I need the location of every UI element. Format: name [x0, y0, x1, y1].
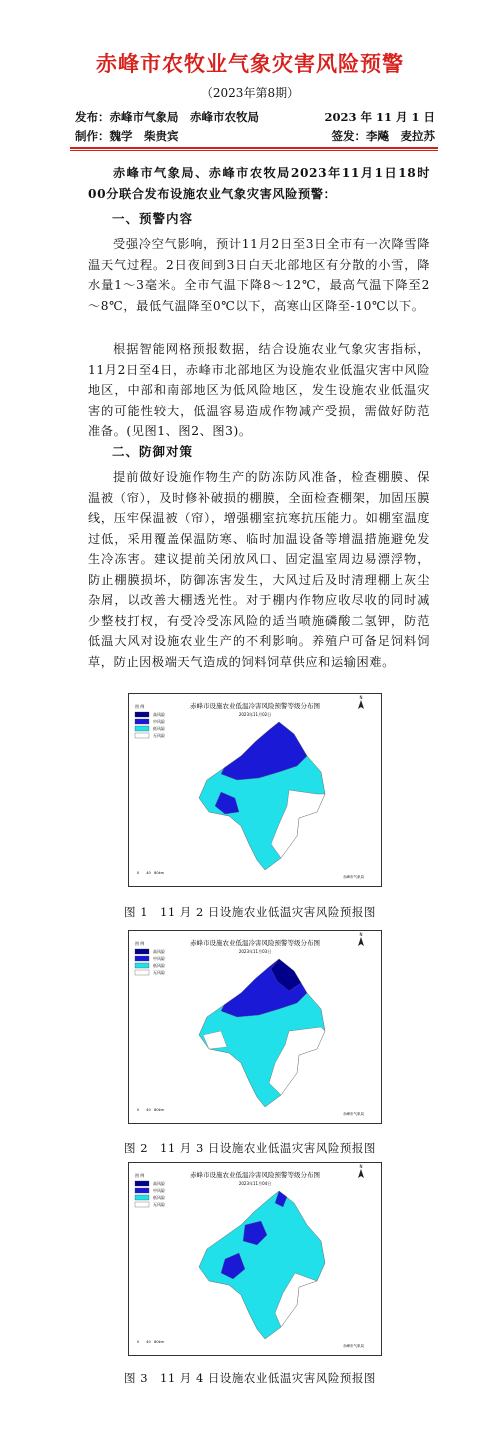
legend-swatch-high	[135, 949, 149, 954]
map-scale: 0 40 80km	[137, 1340, 165, 1344]
section-heading-1: 一、预警内容	[112, 211, 194, 226]
north-label: N	[359, 695, 363, 700]
legend-swatch-low	[135, 726, 149, 731]
paragraph-forecast: 受强冷空气影响，预计11月2日至3日全市有一次降雪降温天气过程。2日夜间到3日白天北部地区有分散的小雪，降水量1～3毫米。全市气温下降8～12℃，最高气温下降至2～8℃，最低气温降至0℃以下，高寒山区降至-10℃以下。	[88, 237, 430, 313]
header-rule	[70, 147, 438, 149]
map-title: 赤峰市设施农业低温冷害风险预警等级分布图	[190, 1171, 320, 1179]
north-arrow-icon	[358, 700, 364, 709]
region-map	[199, 722, 325, 870]
map-credit: 赤峰市气象局	[343, 875, 364, 879]
legend-label-low: 低风险	[153, 963, 165, 968]
intro-paragraph: 赤峰市气象局、赤峰市农牧局2023年11月1日18时00分联合发布设施农业气象灾害风险预警：	[88, 166, 430, 201]
publisher: 发布：赤峰市气象局 赤峰市农牧局	[75, 110, 259, 124]
legend-title: 图 例	[135, 1173, 145, 1178]
north-arrow-icon	[358, 1169, 364, 1178]
map-title: 赤峰市设施农业低温冷害风险预警等级分布图	[190, 702, 320, 710]
map-subtitle: 2023年11月03日	[238, 949, 272, 954]
map-credit: 赤峰市气象局	[343, 1344, 364, 1348]
signer: 签发：李飚 麦拉苏	[331, 129, 435, 143]
legend-swatch-low	[135, 1195, 149, 1200]
legend	[135, 1172, 165, 1207]
legend-title: 图 例	[135, 704, 145, 709]
legend-label-mid: 中风险	[153, 956, 165, 961]
legend-swatch-mid	[135, 956, 149, 961]
figure-caption-3: 图 3 11 月 4 日设施农业低温灾害风险预报图	[124, 1371, 376, 1385]
legend-label-mid: 中风险	[153, 719, 165, 724]
map-title: 赤峰市设施农业低温冷害风险预警等级分布图	[190, 939, 320, 947]
section-heading-2: 二、防御对策	[112, 444, 194, 459]
legend-label-mid: 中风险	[153, 1188, 165, 1193]
legend-label-none: 无风险	[153, 1202, 165, 1207]
north-arrow-icon	[358, 937, 364, 946]
risk-map-figure-1	[128, 693, 382, 887]
map-credit: 赤峰市气象局	[343, 1112, 364, 1116]
document-title: 赤峰市农牧业气象灾害风险预警	[96, 52, 404, 76]
paragraph-risk: 根据智能网格预报数据，结合设施农业气象灾害指标，11月2日至4日，赤峰市北部地区为设施农业低温灾害中风险地区，中部和南部地区为低风险地区，发生设施农业低温灾害的可能性较大，低温容易造成作物减产受损，需做好防范准备。(见图1、图2、图3)。	[88, 342, 430, 438]
north-label: N	[359, 1164, 363, 1169]
legend-swatch-none	[135, 970, 149, 975]
legend-swatch-high	[135, 712, 149, 717]
legend-title: 图 例	[135, 941, 145, 946]
legend-swatch-high	[135, 1181, 149, 1186]
legend-swatch-none	[135, 733, 149, 738]
legend-label-none: 无风险	[153, 733, 165, 738]
figure-caption-1: 图 1 11 月 2 日设施农业低温灾害风险预报图	[124, 905, 376, 919]
north-label: N	[359, 932, 363, 937]
legend-label-high: 高风险	[153, 1181, 165, 1186]
header-rule-thin	[70, 150, 438, 151]
legend	[135, 703, 165, 738]
legend-label-low: 低风险	[153, 726, 165, 731]
region-map	[199, 1191, 325, 1339]
map-scale: 0 40 80km	[137, 1108, 165, 1112]
map-scale: 0 40 80km	[137, 871, 165, 875]
issue-date: 2023 年 11 月 1 日	[324, 110, 435, 124]
figure-caption-2: 图 2 11 月 3 日设施农业低温灾害风险预报图	[124, 1141, 376, 1155]
paragraph-countermeasures: 提前做好设施作物生产的防冻防风准备，检查棚膜、保温被（帘），及时修补破损的棚膜，全面检查棚架，加固压膜线，压牢保温被（帘），增强棚室抗寒抗压能力。如棚室温度过低，采用覆盖保温防寒、临时加温设备等增温措施避免发生冷冻害。建议提前关闭放风口、固定温室周边易漂浮物，防止棚膜损坏，防御冻害发生，大风过后及时清理棚上灰尘杂屑，以改善大棚透光性。对于棚内作物应收尽收的同时减少整枝打杈，有受冷受冻风险的适当喷施磷酸二氢钾，防范低温大风对设施农业生产的不利影响。养殖户可备足饲料饲草，防止因极端天气造成的饲料饲草供应和运输困难。	[88, 470, 430, 669]
maker: 制作：魏学 柴贵宾	[75, 129, 179, 143]
legend	[135, 940, 165, 975]
legend-label-high: 高风险	[153, 712, 165, 717]
meta-row-1	[75, 109, 435, 125]
legend-swatch-mid	[135, 719, 149, 724]
map-subtitle: 2023年11月02日	[238, 712, 272, 717]
legend-swatch-mid	[135, 1188, 149, 1193]
legend-label-none: 无风险	[153, 970, 165, 975]
legend-swatch-none	[135, 1202, 149, 1207]
legend-label-high: 高风险	[153, 949, 165, 954]
legend-swatch-low	[135, 963, 149, 968]
legend-label-low: 低风险	[153, 1195, 165, 1200]
issue-number: （2023年第8期）	[200, 86, 300, 100]
risk-map-figure-2	[128, 930, 382, 1124]
map-subtitle: 2023年11月04日	[238, 1181, 272, 1186]
meta-row-2	[75, 128, 435, 144]
region-map	[199, 959, 325, 1107]
risk-map-figure-3	[128, 1162, 382, 1356]
